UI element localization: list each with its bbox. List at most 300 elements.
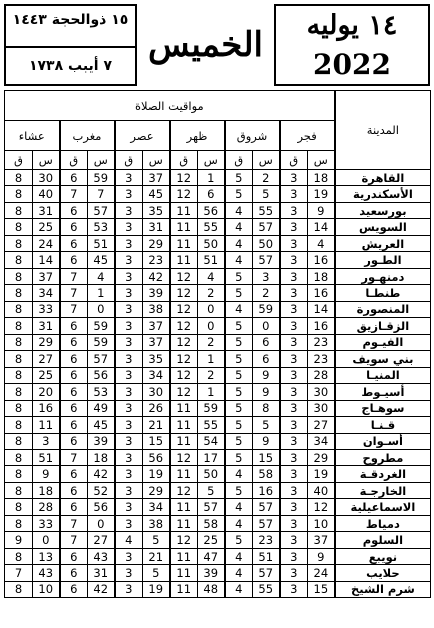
hour-value: 5 bbox=[225, 417, 253, 433]
minute-value: 30 bbox=[308, 400, 335, 416]
hour-value: 12 bbox=[170, 482, 198, 498]
prayer-name-header: عصر bbox=[115, 121, 170, 151]
city-name: سوهـاج bbox=[335, 400, 431, 416]
table-row bbox=[5, 400, 431, 416]
minute-value: 51 bbox=[33, 449, 60, 465]
city-name: أسـوان bbox=[335, 433, 431, 449]
city-column-header: المدينة bbox=[335, 91, 431, 170]
table-row bbox=[5, 318, 431, 334]
minute-value: 28 bbox=[308, 367, 335, 383]
city-name: أسيـوط bbox=[335, 384, 431, 400]
minute-value: 56 bbox=[143, 449, 170, 465]
hour-value: 3 bbox=[115, 351, 143, 367]
minute-value: 59 bbox=[253, 301, 280, 317]
hour-value: 6 bbox=[60, 417, 88, 433]
city-name: الزقـازيق bbox=[335, 318, 431, 334]
hour-value: 11 bbox=[170, 466, 198, 482]
minute-value: 59 bbox=[198, 400, 225, 416]
minute-value: 53 bbox=[88, 384, 115, 400]
hour-value: 3 bbox=[280, 202, 308, 218]
minute-value: 2 bbox=[253, 285, 280, 301]
hour-value: 6 bbox=[60, 252, 88, 268]
table-row bbox=[5, 417, 431, 433]
city-name: نويبع bbox=[335, 548, 431, 564]
minute-value: 18 bbox=[33, 482, 60, 498]
minute-value: 55 bbox=[198, 219, 225, 235]
unit-minute-label: ق bbox=[5, 151, 33, 170]
unit-hour-label: س bbox=[143, 151, 170, 170]
hour-value: 8 bbox=[5, 318, 33, 334]
minute-value: 53 bbox=[88, 219, 115, 235]
minute-value: 1 bbox=[198, 351, 225, 367]
hour-value: 11 bbox=[170, 433, 198, 449]
minute-value: 24 bbox=[308, 565, 335, 581]
hour-value: 3 bbox=[115, 219, 143, 235]
prayer-name-header: شروق bbox=[225, 121, 280, 151]
minute-value: 21 bbox=[143, 417, 170, 433]
hour-value: 8 bbox=[5, 219, 33, 235]
hour-value: 8 bbox=[5, 499, 33, 515]
hour-value: 4 bbox=[225, 202, 253, 218]
hour-value: 8 bbox=[5, 482, 33, 498]
hour-value: 6 bbox=[60, 400, 88, 416]
minute-value: 42 bbox=[88, 581, 115, 597]
minute-value: 3 bbox=[33, 433, 60, 449]
hour-value: 8 bbox=[5, 433, 33, 449]
minute-value: 33 bbox=[33, 515, 60, 531]
hour-value: 5 bbox=[225, 186, 253, 202]
minute-value: 5 bbox=[143, 532, 170, 548]
hour-value: 8 bbox=[5, 170, 33, 186]
minute-value: 19 bbox=[143, 581, 170, 597]
minute-value: 16 bbox=[308, 252, 335, 268]
minute-value: 31 bbox=[33, 202, 60, 218]
hour-value: 12 bbox=[170, 301, 198, 317]
hour-value: 3 bbox=[115, 466, 143, 482]
minute-value: 24 bbox=[33, 235, 60, 251]
minute-value: 4 bbox=[308, 235, 335, 251]
table-row bbox=[5, 581, 431, 597]
day-name: الخميس bbox=[147, 25, 263, 65]
table-row bbox=[5, 285, 431, 301]
hour-value: 4 bbox=[225, 581, 253, 597]
hour-value: 11 bbox=[170, 565, 198, 581]
hour-value: 7 bbox=[60, 268, 88, 284]
city-name: الطـور bbox=[335, 252, 431, 268]
table-row bbox=[5, 532, 431, 548]
hour-value: 4 bbox=[225, 235, 253, 251]
hour-value: 3 bbox=[115, 400, 143, 416]
hour-value: 8 bbox=[5, 202, 33, 218]
table-row bbox=[5, 301, 431, 317]
minute-value: 5 bbox=[253, 417, 280, 433]
minute-value: 59 bbox=[88, 170, 115, 186]
minute-value: 49 bbox=[88, 400, 115, 416]
minute-value: 55 bbox=[253, 202, 280, 218]
hour-value: 3 bbox=[280, 351, 308, 367]
city-name: الغردقـة bbox=[335, 466, 431, 482]
minute-value: 4 bbox=[198, 268, 225, 284]
minute-value: 40 bbox=[308, 482, 335, 498]
table-row bbox=[5, 186, 431, 202]
hour-value: 6 bbox=[60, 334, 88, 350]
city-name: الاسماعيلية bbox=[335, 499, 431, 515]
minute-value: 27 bbox=[308, 417, 335, 433]
hour-value: 4 bbox=[225, 515, 253, 531]
minute-value: 37 bbox=[143, 334, 170, 350]
hour-value: 3 bbox=[115, 285, 143, 301]
minute-value: 26 bbox=[143, 400, 170, 416]
hour-value: 8 bbox=[5, 466, 33, 482]
minute-value: 1 bbox=[198, 384, 225, 400]
table-title: مواقيت الصلاة bbox=[5, 91, 335, 121]
hour-value: 3 bbox=[280, 219, 308, 235]
minute-value: 23 bbox=[308, 334, 335, 350]
minute-value: 59 bbox=[88, 318, 115, 334]
hour-value: 3 bbox=[115, 268, 143, 284]
hour-value: 3 bbox=[280, 170, 308, 186]
minute-value: 52 bbox=[88, 482, 115, 498]
unit-hour-label: س bbox=[33, 151, 60, 170]
minute-value: 1 bbox=[198, 170, 225, 186]
hour-value: 8 bbox=[5, 186, 33, 202]
hour-value: 3 bbox=[115, 449, 143, 465]
hour-value: 3 bbox=[115, 565, 143, 581]
hour-value: 3 bbox=[280, 400, 308, 416]
hour-value: 3 bbox=[115, 367, 143, 383]
hour-value: 12 bbox=[170, 186, 198, 202]
minute-value: 0 bbox=[33, 532, 60, 548]
minute-value: 31 bbox=[88, 565, 115, 581]
hour-value: 6 bbox=[60, 548, 88, 564]
hour-value: 3 bbox=[280, 515, 308, 531]
minute-value: 19 bbox=[308, 466, 335, 482]
minute-value: 57 bbox=[253, 219, 280, 235]
prayer-name-header: مغرب bbox=[60, 121, 115, 151]
minute-value: 25 bbox=[33, 219, 60, 235]
unit-hour-label: س bbox=[308, 151, 335, 170]
hour-value: 12 bbox=[170, 285, 198, 301]
city-name: المنيـا bbox=[335, 367, 431, 383]
hour-value: 11 bbox=[170, 417, 198, 433]
minute-value: 47 bbox=[198, 548, 225, 564]
minute-value: 39 bbox=[198, 565, 225, 581]
minute-value: 59 bbox=[88, 334, 115, 350]
city-name: بني سويف bbox=[335, 351, 431, 367]
minute-value: 9 bbox=[308, 202, 335, 218]
hour-value: 3 bbox=[115, 499, 143, 515]
hour-value: 3 bbox=[280, 565, 308, 581]
minute-value: 18 bbox=[308, 268, 335, 284]
hour-value: 8 bbox=[5, 384, 33, 400]
hour-value: 4 bbox=[225, 301, 253, 317]
hour-value: 8 bbox=[5, 449, 33, 465]
unit-minute-label: ق bbox=[115, 151, 143, 170]
hour-value: 3 bbox=[280, 367, 308, 383]
minute-value: 5 bbox=[143, 565, 170, 581]
minute-value: 11 bbox=[33, 417, 60, 433]
hour-value: 3 bbox=[115, 433, 143, 449]
minute-value: 56 bbox=[88, 367, 115, 383]
table-row bbox=[5, 482, 431, 498]
hour-value: 5 bbox=[225, 285, 253, 301]
minute-value: 54 bbox=[198, 433, 225, 449]
minute-value: 58 bbox=[198, 515, 225, 531]
minute-value: 42 bbox=[88, 466, 115, 482]
hour-value: 5 bbox=[225, 170, 253, 186]
city-name: حلايب bbox=[335, 565, 431, 581]
minute-value: 2 bbox=[198, 285, 225, 301]
unit-minute-label: ق bbox=[170, 151, 198, 170]
city-name: المنصورة bbox=[335, 301, 431, 317]
hour-value: 12 bbox=[170, 334, 198, 350]
minute-value: 55 bbox=[253, 581, 280, 597]
hour-value: 5 bbox=[225, 318, 253, 334]
hijri-date: ١٥ ذوالحجة ١٤٤٣ bbox=[12, 12, 129, 28]
minute-value: 50 bbox=[198, 466, 225, 482]
gregorian-date-box bbox=[274, 4, 430, 86]
minute-value: 31 bbox=[143, 219, 170, 235]
hour-value: 7 bbox=[60, 186, 88, 202]
gregorian-date: ١٤ يوليه bbox=[306, 10, 398, 41]
hour-value: 4 bbox=[225, 499, 253, 515]
minute-value: 35 bbox=[143, 351, 170, 367]
minute-value: 17 bbox=[198, 449, 225, 465]
unit-minute-label: ق bbox=[225, 151, 253, 170]
minute-value: 2 bbox=[198, 334, 225, 350]
prayer-name-header: ظهر bbox=[170, 121, 225, 151]
hour-value: 4 bbox=[225, 565, 253, 581]
hour-value: 7 bbox=[60, 285, 88, 301]
hour-value: 8 bbox=[5, 515, 33, 531]
unit-hour-label: س bbox=[253, 151, 280, 170]
hour-value: 11 bbox=[170, 202, 198, 218]
hour-value: 6 bbox=[60, 235, 88, 251]
prayer-name-header: عشاء bbox=[5, 121, 60, 151]
minute-value: 56 bbox=[88, 499, 115, 515]
hour-value: 3 bbox=[280, 268, 308, 284]
minute-value: 39 bbox=[143, 285, 170, 301]
hour-value: 8 bbox=[5, 581, 33, 597]
minute-value: 28 bbox=[33, 499, 60, 515]
minute-value: 16 bbox=[308, 285, 335, 301]
minute-value: 57 bbox=[88, 351, 115, 367]
hour-value: 5 bbox=[225, 482, 253, 498]
hour-value: 12 bbox=[170, 449, 198, 465]
hour-value: 6 bbox=[60, 466, 88, 482]
minute-value: 38 bbox=[143, 515, 170, 531]
city-name: مطروح bbox=[335, 449, 431, 465]
city-name: دمياط bbox=[335, 515, 431, 531]
minute-value: 34 bbox=[143, 367, 170, 383]
prayer-name-header: فجر bbox=[280, 121, 335, 151]
hour-value: 5 bbox=[225, 532, 253, 548]
minute-value: 9 bbox=[253, 367, 280, 383]
unit-hour-label: س bbox=[198, 151, 225, 170]
minute-value: 30 bbox=[308, 384, 335, 400]
minute-value: 0 bbox=[88, 515, 115, 531]
minute-value: 14 bbox=[308, 219, 335, 235]
hour-value: 6 bbox=[60, 170, 88, 186]
minute-value: 45 bbox=[88, 252, 115, 268]
table-row bbox=[5, 449, 431, 465]
hour-value: 6 bbox=[60, 384, 88, 400]
minute-value: 10 bbox=[308, 515, 335, 531]
minute-value: 2 bbox=[198, 367, 225, 383]
table-row bbox=[5, 170, 431, 186]
hour-value: 3 bbox=[115, 515, 143, 531]
table-row bbox=[5, 384, 431, 400]
hour-value: 3 bbox=[280, 285, 308, 301]
hour-value: 5 bbox=[225, 449, 253, 465]
city-name: الخارجـة bbox=[335, 482, 431, 498]
hour-value: 12 bbox=[170, 318, 198, 334]
hour-value: 12 bbox=[170, 268, 198, 284]
hour-value: 3 bbox=[280, 548, 308, 564]
hour-value: 3 bbox=[115, 202, 143, 218]
city-name: الأسكندرية bbox=[335, 186, 431, 202]
minute-value: 1 bbox=[88, 285, 115, 301]
minute-value: 13 bbox=[33, 548, 60, 564]
hour-value: 4 bbox=[225, 548, 253, 564]
minute-value: 19 bbox=[143, 466, 170, 482]
hour-value: 8 bbox=[5, 417, 33, 433]
hour-value: 3 bbox=[280, 186, 308, 202]
hour-value: 3 bbox=[280, 532, 308, 548]
hour-value: 8 bbox=[5, 252, 33, 268]
hour-value: 6 bbox=[60, 219, 88, 235]
table-row bbox=[5, 268, 431, 284]
minute-value: 48 bbox=[198, 581, 225, 597]
minute-value: 12 bbox=[308, 499, 335, 515]
minute-value: 43 bbox=[88, 548, 115, 564]
table-row bbox=[5, 219, 431, 235]
minute-value: 34 bbox=[143, 499, 170, 515]
minute-value: 6 bbox=[253, 334, 280, 350]
hour-value: 3 bbox=[115, 482, 143, 498]
minute-value: 19 bbox=[308, 186, 335, 202]
minute-value: 2 bbox=[253, 170, 280, 186]
minute-value: 29 bbox=[33, 334, 60, 350]
minute-value: 34 bbox=[308, 433, 335, 449]
hour-value: 8 bbox=[5, 268, 33, 284]
minute-value: 42 bbox=[143, 268, 170, 284]
minute-value: 9 bbox=[253, 384, 280, 400]
minute-value: 15 bbox=[143, 433, 170, 449]
hour-value: 3 bbox=[280, 499, 308, 515]
city-name: دمنهـور bbox=[335, 268, 431, 284]
hour-value: 5 bbox=[225, 367, 253, 383]
hour-value: 3 bbox=[115, 581, 143, 597]
minute-value: 6 bbox=[253, 351, 280, 367]
minute-value: 8 bbox=[253, 400, 280, 416]
minute-value: 9 bbox=[308, 548, 335, 564]
minute-value: 16 bbox=[33, 400, 60, 416]
hour-value: 3 bbox=[115, 417, 143, 433]
minute-value: 0 bbox=[198, 301, 225, 317]
minute-value: 35 bbox=[143, 202, 170, 218]
city-name: طنطـا bbox=[335, 285, 431, 301]
hour-value: 8 bbox=[5, 301, 33, 317]
table-row bbox=[5, 565, 431, 581]
city-name: العريش bbox=[335, 235, 431, 251]
minute-value: 16 bbox=[308, 318, 335, 334]
hour-value: 3 bbox=[280, 449, 308, 465]
hour-value: 11 bbox=[170, 400, 198, 416]
minute-value: 40 bbox=[33, 186, 60, 202]
minute-value: 18 bbox=[308, 170, 335, 186]
hour-value: 8 bbox=[5, 400, 33, 416]
minute-value: 30 bbox=[143, 384, 170, 400]
hour-value: 7 bbox=[60, 449, 88, 465]
minute-value: 27 bbox=[33, 351, 60, 367]
hour-value: 3 bbox=[115, 384, 143, 400]
hour-value: 3 bbox=[280, 417, 308, 433]
hour-value: 6 bbox=[60, 499, 88, 515]
header-divider bbox=[6, 46, 135, 48]
hour-value: 4 bbox=[115, 532, 143, 548]
minute-value: 29 bbox=[143, 235, 170, 251]
minute-value: 45 bbox=[88, 417, 115, 433]
hour-value: 3 bbox=[115, 301, 143, 317]
hour-value: 4 bbox=[225, 252, 253, 268]
minute-value: 5 bbox=[253, 186, 280, 202]
minute-value: 31 bbox=[33, 318, 60, 334]
hour-value: 3 bbox=[115, 186, 143, 202]
hour-value: 12 bbox=[170, 170, 198, 186]
minute-value: 37 bbox=[308, 532, 335, 548]
hour-value: 5 bbox=[225, 351, 253, 367]
hour-value: 6 bbox=[60, 367, 88, 383]
minute-value: 57 bbox=[253, 515, 280, 531]
hour-value: 5 bbox=[225, 384, 253, 400]
hour-value: 12 bbox=[170, 384, 198, 400]
minute-value: 38 bbox=[143, 301, 170, 317]
hour-value: 3 bbox=[115, 170, 143, 186]
hour-value: 3 bbox=[280, 482, 308, 498]
minute-value: 0 bbox=[198, 318, 225, 334]
minute-value: 39 bbox=[88, 433, 115, 449]
hour-value: 7 bbox=[5, 565, 33, 581]
city-name: بورسعيد bbox=[335, 202, 431, 218]
minute-value: 10 bbox=[33, 581, 60, 597]
hour-value: 11 bbox=[170, 499, 198, 515]
minute-value: 5 bbox=[198, 482, 225, 498]
minute-value: 0 bbox=[253, 318, 280, 334]
minute-value: 3 bbox=[253, 268, 280, 284]
hour-value: 3 bbox=[115, 334, 143, 350]
minute-value: 25 bbox=[198, 532, 225, 548]
table-row bbox=[5, 433, 431, 449]
hour-value: 5 bbox=[225, 268, 253, 284]
table-row bbox=[5, 499, 431, 515]
minute-value: 29 bbox=[143, 482, 170, 498]
hour-value: 5 bbox=[225, 400, 253, 416]
minute-value: 57 bbox=[253, 252, 280, 268]
minute-value: 51 bbox=[88, 235, 115, 251]
table-row bbox=[5, 334, 431, 350]
hour-value: 4 bbox=[225, 219, 253, 235]
unit-hour-label: س bbox=[88, 151, 115, 170]
minute-value: 30 bbox=[33, 170, 60, 186]
hour-value: 7 bbox=[60, 532, 88, 548]
hour-value: 3 bbox=[280, 235, 308, 251]
minute-value: 15 bbox=[253, 449, 280, 465]
minute-value: 37 bbox=[33, 268, 60, 284]
hour-value: 8 bbox=[5, 548, 33, 564]
hour-value: 7 bbox=[60, 515, 88, 531]
minute-value: 7 bbox=[88, 186, 115, 202]
